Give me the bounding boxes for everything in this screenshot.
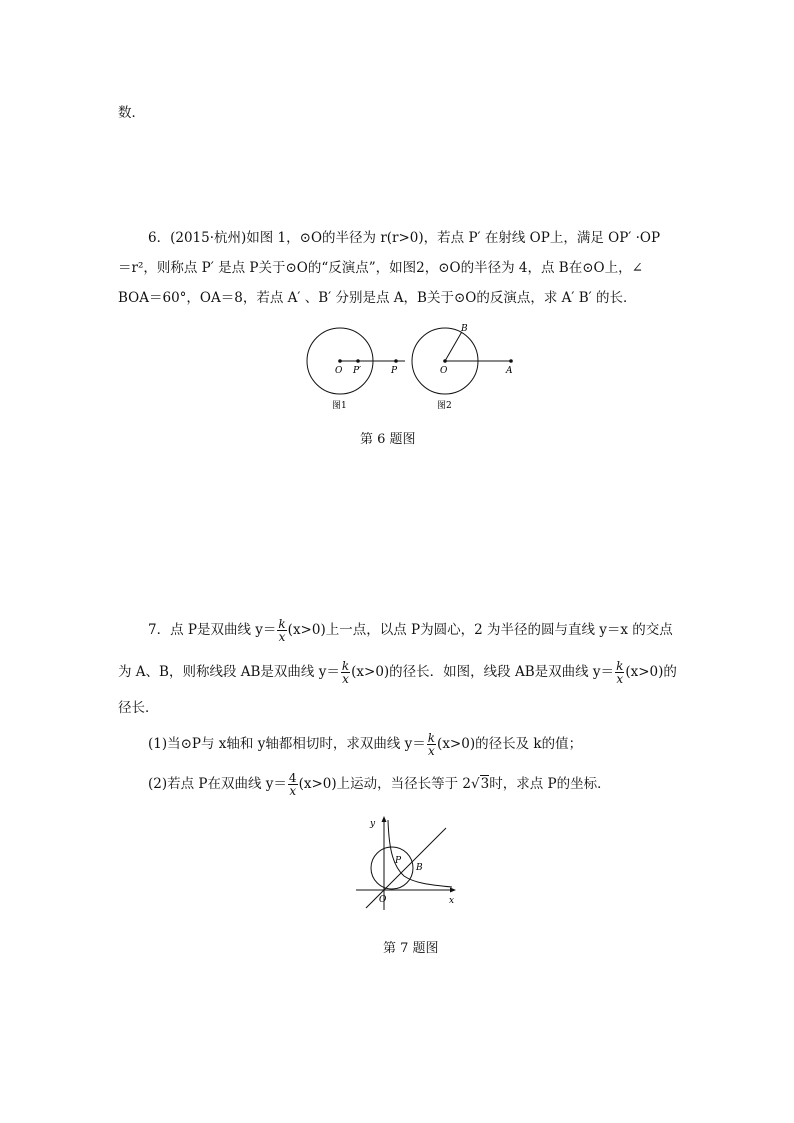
fig1-point-p	[394, 359, 398, 363]
q7-line-2-a: 为 A、B，则称线段 AB是双曲线 y＝	[118, 664, 340, 680]
fraction-k-over-x	[277, 618, 286, 643]
x-axis-arrow	[450, 888, 456, 893]
sqrt-sign: √	[471, 776, 480, 792]
frac-num: k	[341, 659, 350, 673]
text-fragment: 数．	[118, 105, 145, 121]
q7-sub-1-b: (x>0)的径长及 k的值；	[437, 736, 583, 752]
fig1-caption: 图1	[332, 401, 347, 411]
q7-line-2	[118, 660, 677, 685]
q6-line-2: ＝r²，则称点 P′ 是点 P关于⊙O的“反演点”，如图2，⊙O的半径为 4，点 B在⊙O上，∠	[118, 260, 643, 276]
fig2-label-b: B	[461, 324, 468, 334]
frac-den: x	[278, 630, 286, 644]
fig1-point-o	[338, 359, 342, 363]
q7-line-1	[148, 618, 673, 643]
q7-line-2-b: (x>0)的径长．如图，线段 AB是双曲线 y＝	[351, 664, 615, 680]
q6-figure	[300, 318, 530, 418]
fig1-point-p-prime	[356, 359, 360, 363]
q7-line-3: 径长．	[118, 700, 159, 716]
q7-line-1-a: 7．点 P是双曲线 y＝	[148, 622, 277, 638]
line-y-equals-x	[366, 828, 446, 908]
q7-caption: 第 7 题图	[383, 941, 439, 956]
sqrt-radicand: 3	[480, 776, 490, 792]
q7-sub-1-a: (1)当⊙P与 x轴和 y轴都相切时，求双曲线 y＝	[148, 736, 426, 752]
frac-den: x	[289, 784, 297, 798]
fraction-k-over-x	[427, 732, 436, 757]
label-y: y	[370, 819, 376, 829]
q7-sub-1	[148, 732, 582, 757]
label-x: x	[449, 896, 455, 906]
q7-sub-2	[148, 772, 611, 797]
label-p: P	[395, 856, 402, 866]
q7-figure	[352, 812, 462, 917]
q6-line-1: 6．(2015·杭州)如图 1，⊙O的半径为 r(r>0)，若点 P′ 在射线 OP上，满足 OP′ ·OP	[148, 230, 661, 246]
q7-sub-2-a: (2)若点 P在双曲线 y＝	[148, 776, 287, 792]
frac-num: k	[278, 617, 286, 631]
frac-den: x	[616, 672, 624, 686]
fraction-k-over-x	[615, 660, 624, 685]
fraction-k-over-x	[341, 660, 350, 685]
label-b: B	[416, 863, 423, 873]
fig2-point-a	[509, 359, 513, 363]
label-o: O	[379, 895, 387, 905]
frac-num: k	[616, 659, 624, 673]
q6-line-3: BOA＝60°，OA＝8，若点 A′ 、B′ 分别是点 A，B关于⊙O的反演点，求 A′ B′ 的长．	[118, 290, 637, 306]
fig2-caption: 图2	[437, 401, 452, 411]
fraction-4-over-x	[288, 772, 298, 797]
fig2-label-a: A	[506, 366, 513, 376]
q7-sub-2-c: 时，求点 P的坐标．	[489, 776, 611, 792]
q7-line-2-c: (x>0)的	[625, 664, 677, 680]
q7-line-1-b: (x>0)上一点，以点 P为圆心，2 为半径的圆与直线 y＝x 的交点	[287, 622, 673, 638]
frac-num: k	[427, 731, 436, 745]
fig2-label-o: O	[440, 366, 448, 376]
fig2-point-o	[443, 359, 447, 363]
fig2-segment-ob	[445, 332, 462, 361]
fig1-label-p-prime: P′	[353, 366, 362, 376]
q6-caption: 第 6 题图	[360, 432, 416, 447]
fig1-label-p: P	[391, 366, 398, 376]
fig1-label-o: O	[335, 366, 343, 376]
frac-den: x	[342, 672, 349, 686]
frac-den: x	[428, 744, 435, 758]
frac-num: 4	[288, 771, 297, 785]
q7-sub-2-b: (x>0)上运动，当径长等于 2	[298, 776, 471, 792]
y-axis-arrow	[382, 816, 387, 822]
